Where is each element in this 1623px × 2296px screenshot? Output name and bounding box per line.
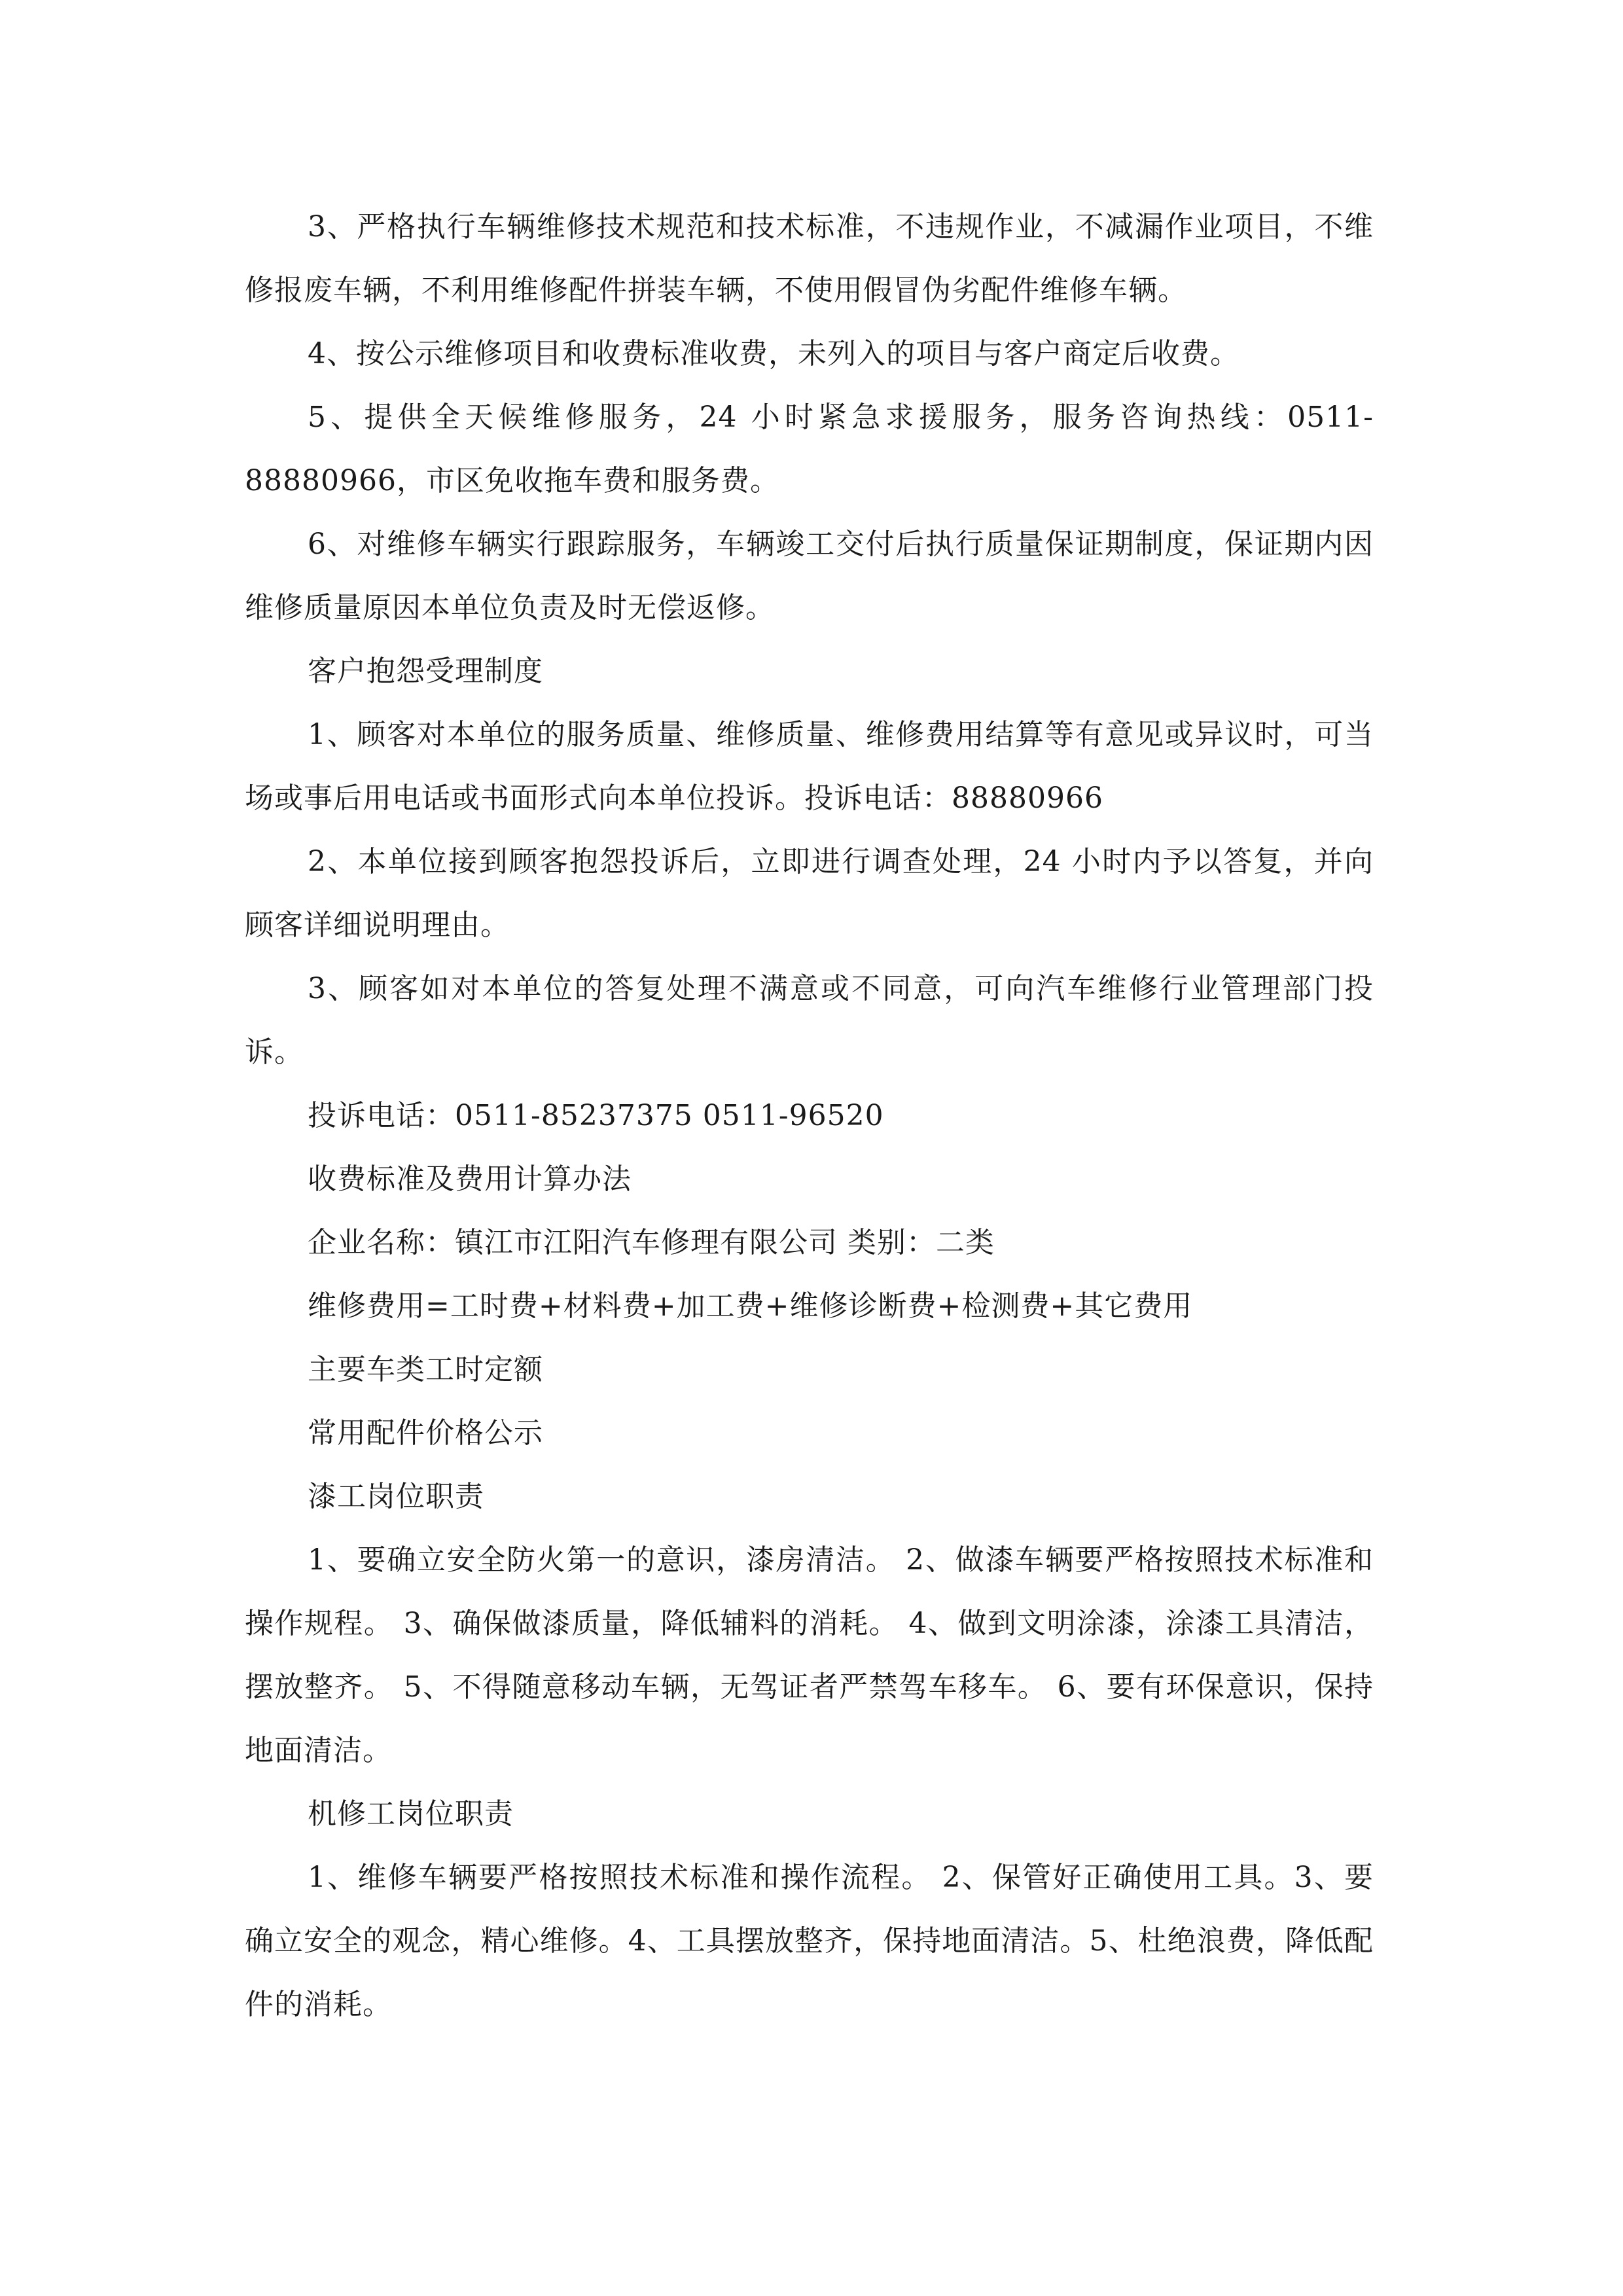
heading-complaint-policy: 客户抱怨受理制度: [308, 655, 543, 688]
paragraph-24h-service: 5、提供全天候维修服务，24 小时紧急求援服务，服务咨询热线：0511-88880966，市区免收拖车费和服务费。: [245, 401, 1374, 497]
complaint-phone-line: 投诉电话：0511-85237375 0511-96520: [308, 1099, 884, 1132]
heading-mechanic-duties: 机修工岗位职责: [308, 1797, 514, 1831]
paragraph-fee-standards: 4、按公示维修项目和收费标准收费，未列入的项目与客户商定后收费。: [308, 337, 1240, 370]
heading-painter-duties: 漆工岗位职责: [308, 1480, 484, 1513]
paragraph-complaint-3: 3、顾客如对本单位的答复处理不满意或不同意，可向汽车维修行业管理部门投诉。: [245, 972, 1374, 1069]
document-body: [245, 195, 1374, 2036]
heading-parts-prices: 常用配件价格公示: [308, 1416, 543, 1450]
paragraph-warranty: 6、对维修车辆实行跟踪服务，车辆竣工交付后执行质量保证期制度，保证期内因维修质量原因本单位负责及时无偿返修。: [245, 528, 1374, 624]
paragraph-complaint-2: 2、本单位接到顾客抱怨投诉后，立即进行调查处理，24 小时内予以答复，并向顾客详细说明理由。: [245, 845, 1374, 942]
paragraph-painter-duties: 1、要确立安全防火第一的意识，漆房清洁。 2、做漆车辆要严格按照技术标准和操作规程。 3、确保做漆质量，降低辅料的消耗。 4、做到文明涂漆，涂漆工具清洁，摆放整齐。 5、不得随意移动车辆，无驾证者严禁驾车移车。 6、要有环保意识，保持地面清洁。: [245, 1543, 1374, 1767]
paragraph-mechanic-duties: 1、维修车辆要严格按照技术标准和操作流程。 2、保管好正确使用工具。3、要确立安全的观念，精心维修。4、工具摆放整齐，保持地面清洁。5、杜绝浪费，降低配件的消耗。: [245, 1861, 1374, 2021]
paragraph-repair-standards: 3、严格执行车辆维修技术规范和技术标准，不违规作业，不减漏作业项目，不维修报废车辆，不利用维修配件拼装车辆，不使用假冒伪劣配件维修车辆。: [245, 210, 1374, 307]
fee-formula-line: 维修费用=工时费+材料费+加工费+维修诊断费+检测费+其它费用: [308, 1289, 1193, 1323]
heading-fee-calculation: 收费标准及费用计算办法: [308, 1162, 632, 1196]
company-name-line: 企业名称：镇江市江阳汽车修理有限公司 类别：二类: [308, 1226, 995, 1259]
heading-labor-quota: 主要车类工时定额: [308, 1353, 543, 1386]
paragraph-complaint-1: 1、顾客对本单位的服务质量、维修质量、维修费用结算等有意见或异议时，可当场或事后用电话或书面形式向本单位投诉。投诉电话：88880966: [245, 718, 1374, 815]
